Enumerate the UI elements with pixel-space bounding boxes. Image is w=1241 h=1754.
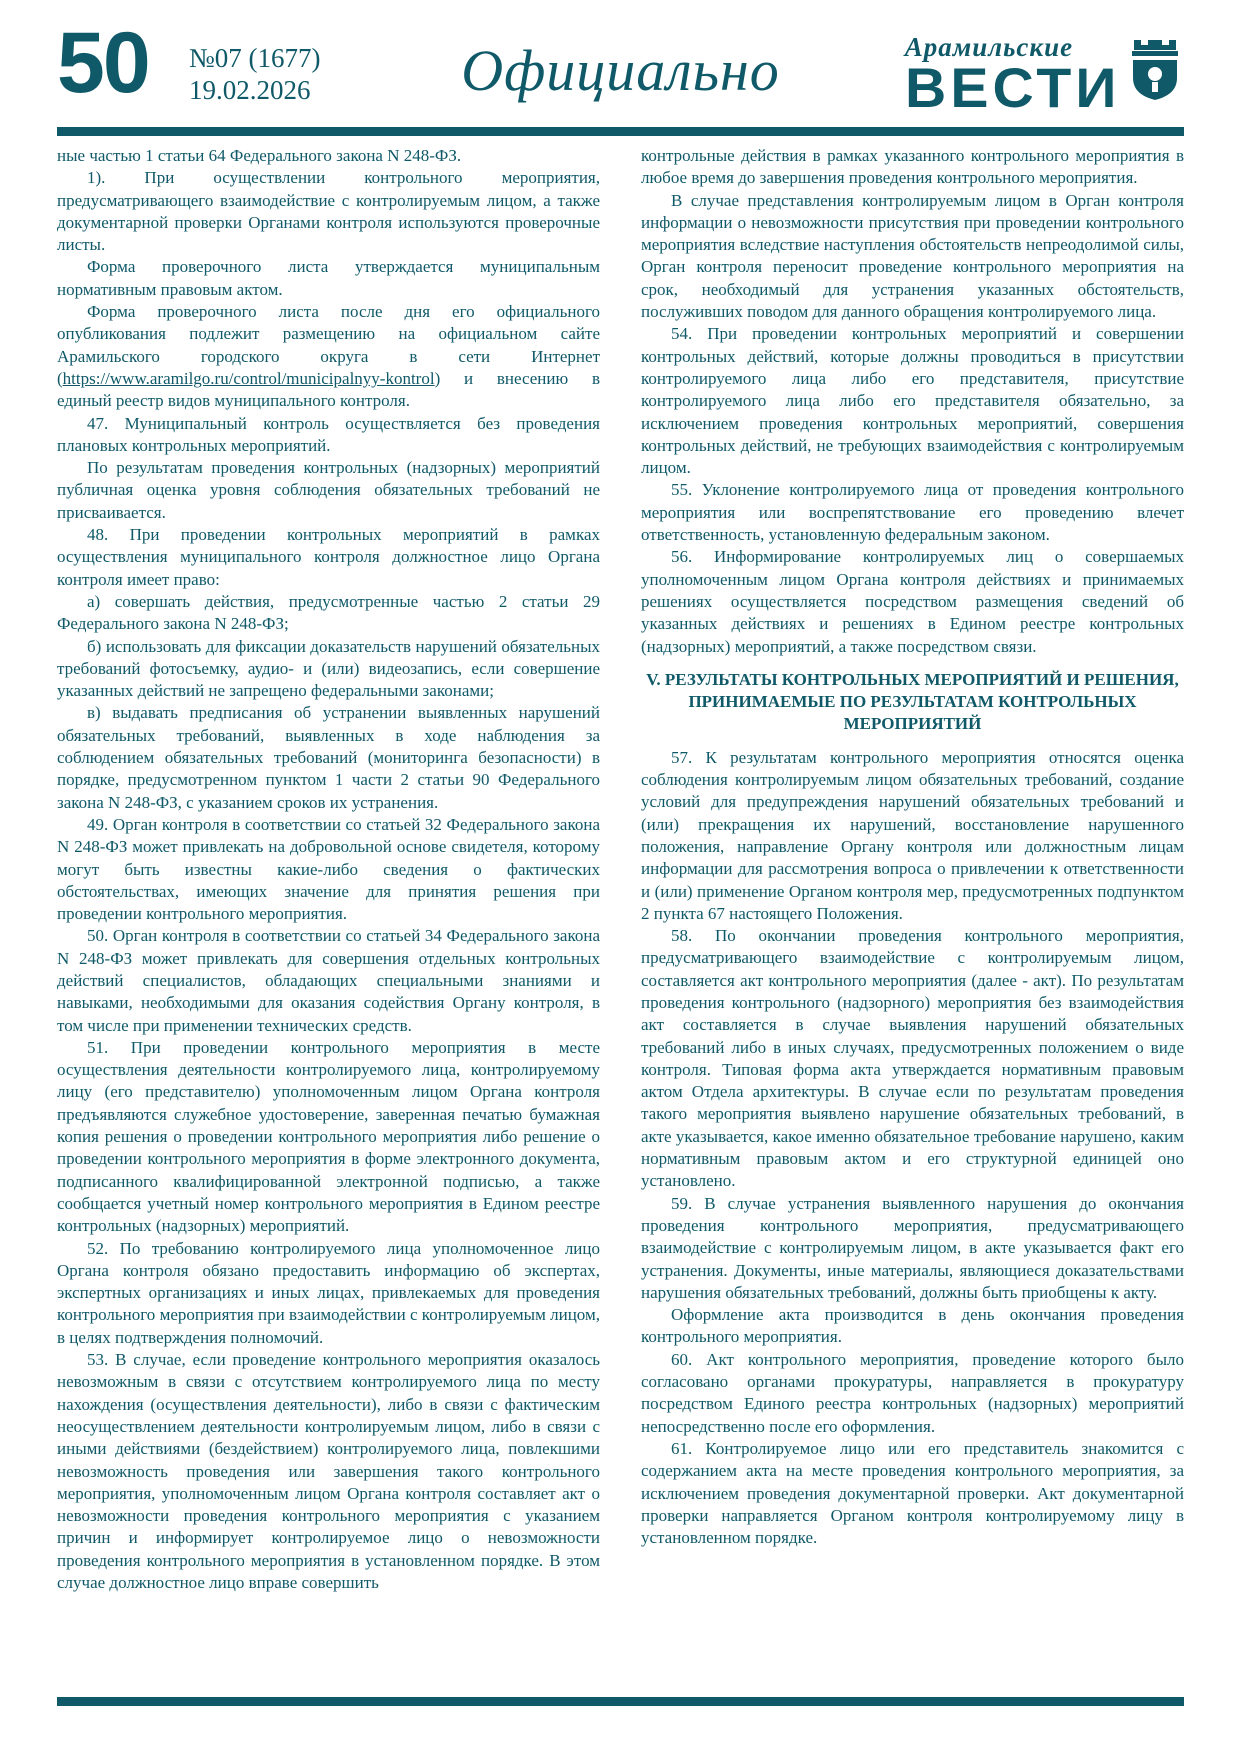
issue-number: №07 (1677)	[189, 43, 321, 73]
column-right	[641, 145, 1184, 1594]
paragraph: 57. К результатам контрольного мероприятия относятся оценка соблюдения контролируемым лицом обязательных требований, создание условий для предупреждения нарушений обязательных требований и (или) прекращения их нарушений, восстановление нарушенного положения, направление Органу контроля или должностным лицам информации для рассмотрения вопроса о привлечении к ответственности и (или) применение Органом контроля мер, предусмотренных подпунктом 2 пункта 67 настоящего Положения.	[641, 747, 1184, 923]
paragraph: 51. При проведении контрольного мероприятия в месте осуществления деятельности контролируемого лица, контролируемому лицу (его представителю) уполномоченным лицом Органа контроля предъявляются служебное удостоверение, заверенная печатью бумажная копия решения о проведении контрольного мероприятия либо решение о проведении контрольного мероприятия в форме электронного документа, подписанного квалифицированной электронной подписью, а также сообщается учетный номер контрольного мероприятия в Едином реестре контрольных (надзорных) мероприятий.	[57, 1037, 600, 1236]
newspaper-name-top: Арамильские	[904, 32, 1074, 62]
article-columns	[57, 145, 1185, 1594]
paragraph: 59. В случае устранения выявленного нарушения до окончания проведения контрольного мероприятия, предусматривающего взаимодействие с контролируемым лицом, в акте указывается факт его устранения. Документы, иные материалы, являющиеся доказательствами нарушения обязательных требований, должны быть приобщены к акту.	[641, 1193, 1184, 1302]
issue-date: 19.02.2026	[189, 75, 311, 106]
paragraph: а) совершать действия, предусмотренные частью 2 статьи 29 Федерального закона N 248-ФЗ;	[57, 591, 600, 634]
paragraph: ные частью 1 статьи 64 Федерального закона N 248-ФЗ.	[57, 146, 462, 165]
paragraph: 61. Контролируемое лицо или его представитель знакомится с содержанием акта на месте проведения контрольного мероприятия, за исключением проведения документарной проверки. Акт документарной проверки направляется Органом контроля контролируемому лицу в установленном порядке.	[641, 1438, 1184, 1548]
column-left	[57, 145, 600, 1594]
paragraph: 53. В случае, если проведение контрольного мероприятия оказалось невозможным в связи с отсутствием контролируемого лица по месту нахождения (осуществления деятельности), либо в связи с фактическим неосуществлением деятельности контролируемым лицом, либо в связи с иными действиями (бездействием) контролируемого лица, повлекшими невозможность проведения или завершения такого контрольного мероприятия, уполномоченным лицом Органа контроля составляет акт о невозможности проведения контрольного мероприятия с указанием причин и информирует контролируемое лицо о невозможности проведения контрольного мероприятия в установленном порядке. В этом случае должностное лицо вправе совершить	[57, 1350, 600, 1592]
newspaper-name-bottom: ВЕСТИ	[904, 56, 1121, 119]
paragraph: 56. Информирование контролируемых лиц о совершаемых уполномоченным лицом Органа контроля действиях и принимаемых решениях осуществляется посредством размещения сведений об указанных действиях и решениях в Едином реестре контрольных (надзорных) мероприятий, а также посредством связи.	[641, 547, 1184, 656]
issue-block	[189, 42, 321, 107]
paragraph: б) использовать для фиксации доказательств нарушений обязательных требований фотосъемку, аудио- и (или) видеозапись, если совершение указанных действий не запрещено федеральными законами;	[57, 636, 600, 701]
city-crest-icon	[1126, 34, 1184, 107]
paragraph: 50. Орган контроля в соответствии со статьей 34 Федерального закона N 248-ФЗ может привлекать для совершения отдельных контрольных действий специалистов, обладающих специальными знаниями и навыками, необходимыми для оказания содействия Органу контроля, в том числе при применении технических средств.	[57, 926, 600, 1035]
section-heading: V. РЕЗУЛЬТАТЫ КОНТРОЛЬНЫХ МЕРОПРИЯТИЙ И РЕШЕНИЯ, ПРИНИМАЕМЫЕ ПО РЕЗУЛЬТАТАМ КОНТРОЛЬНЫХ МЕРОПРИЯТИЙ	[646, 669, 1179, 734]
newspaper-name	[904, 32, 1184, 119]
paragraph: 49. Орган контроля в соответствии со статьей 32 Федерального закона N 248-ФЗ может привлекать на добровольной основе свидетеля, которому могут быть известны какие-либо сведения о фактических обстоятельствах, имеющих значение для принятия решения при проведении контрольного мероприятия.	[57, 814, 600, 924]
paragraph: контрольные действия в рамках указанного контрольного мероприятия в любое время до завершения проведения контрольного мероприятия.	[641, 146, 1184, 188]
paragraph: Оформление акта производится в день окончания проведения контрольного мероприятия.	[641, 1305, 1184, 1347]
page-number: 50	[57, 15, 149, 111]
paragraph: 55. Уклонение контролируемого лица от проведения контрольного мероприятия или воспрепятствование его проведению влечет ответственность, установленную федеральным законом.	[641, 480, 1184, 545]
paragraph: Форма проверочного листа утверждается муниципальным нормативным правовым актом.	[57, 257, 600, 299]
paragraph: По результатам проведения контрольных (надзорных) мероприятий публичная оценка уровня соблюдения обязательных требований не присваивается.	[57, 458, 600, 522]
footer-rule	[57, 1697, 1184, 1706]
paragraph: 1). При осуществлении контрольного мероприятия, предусматривающего взаимодействие с контролируемым лицом, а также документарной проверки Органами контроля используются проверочные листы.	[57, 168, 600, 255]
section-title: Официально	[461, 38, 780, 103]
paragraph: 54. При проведении контрольных мероприятий и совершении контрольных действий, которые должны проводиться в присутствии контролируемого лица либо его представителя, присутствие контролируемого лица либо его представителя обязательно, за исключением проведения контрольных мероприятий, совершения контрольных действий, не требующих взаимодействия с контролируемым лицом.	[641, 324, 1184, 478]
paragraph: 60. Акт контрольного мероприятия, проведение которого было согласовано органами прокуратуры, направляется в прокуратуру посредством Единого реестра контрольных (надзорных) мероприятий непосредственно после его оформления.	[641, 1349, 1184, 1436]
paragraph: 48. При проведении контрольных мероприятий в рамках осуществления муниципального контроля должностное лицо Органа контроля имеет право:	[57, 525, 600, 589]
paragraph: 47. Муниципальный контроль осуществляется без проведения плановых контрольных мероприятий.	[57, 413, 600, 455]
paragraph: 52. По требованию контролируемого лица уполномоченное лицо Органа контроля обязано предоставить информацию об экспертах, экспертных организациях и иных лицах, привлекаемых для проведения контрольного мероприятия при взаимодействии с контролируемым лицом, в целях подтверждения полномочий.	[57, 1238, 600, 1347]
page-header	[57, 15, 1184, 124]
paragraph: в) выдавать предписания об устранении выявленных нарушений обязательных требований, выявленных в ходе наблюдения за соблюдением обязательных требований (мониторинга безопасности) в порядке, предусмотренном пунктом 1 части 2 статьи 90 Федерального закона N 248-ФЗ, с указанием сроков их устранения.	[57, 703, 600, 812]
paragraph: 58. По окончании проведения контрольного мероприятия, предусматривающего взаимодействие с контролируемым лицом, составляется акт контрольного мероприятия (далее - акт). По результатам проведения контрольного (надзорного) мероприятия без взаимодействия акт составляется в случае выявления нарушений обязательных требований либо в иных случаях, предусмотренных положением о виде контроля. Типовая форма акта утверждается нормативным правовым актом Отдела архитектуры. В случае если по результатам проведения такого мероприятия выявлено нарушение обязательных требований, в акте указывается, какое именно обязательное требование нарушено, каким нормативным правовым актом и его структурной единицей оно установлено.	[641, 926, 1184, 1191]
header-rule	[57, 127, 1184, 136]
newspaper-name-text	[904, 32, 1121, 119]
paragraph: Форма проверочного листа после дня его официального опубликования подлежит размещению на официальном сайте Арамильского городского округа в сети Интернет (https://www.aramilgo.ru/control/municipalnyy-kontrol) и внесению в единый реестр видов муниципального контроля.	[57, 302, 600, 411]
external-link[interactable]: https://www.aramilgo.ru/control/municipalnyy-kontrol	[62, 368, 435, 388]
paragraph: В случае представления контролируемым лицом в Орган контроля информации о невозможности присутствия при проведении контрольного мероприятия вследствие наступления обстоятельств непреодолимой силы, Орган контроля переносит проведение контрольного мероприятия на срок, необходимый для устранения указанных обстоятельств, послуживших поводом для данного обращения контролируемого лица.	[641, 190, 1184, 322]
